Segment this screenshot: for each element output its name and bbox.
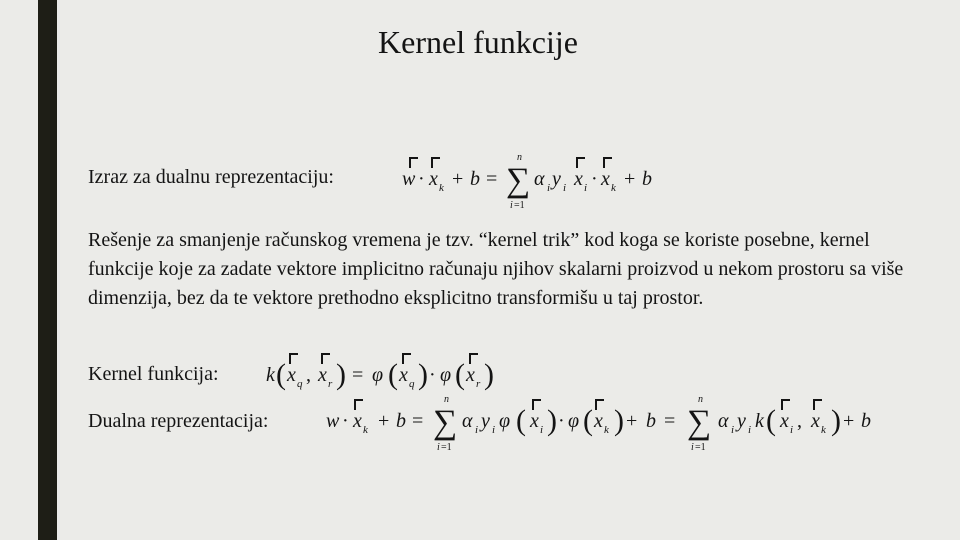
svg-text:=: =	[664, 410, 676, 432]
svg-text:i: i	[492, 424, 496, 436]
svg-text:=1: =1	[514, 200, 525, 211]
svg-text:(: (	[766, 404, 776, 437]
svg-text:·: ·	[418, 168, 425, 190]
svg-text:i: i	[510, 200, 513, 211]
svg-text:∑: ∑	[433, 404, 458, 441]
svg-text:α: α	[718, 410, 729, 432]
svg-text:=: =	[486, 168, 498, 190]
svg-text:w: w	[326, 410, 340, 432]
svg-text:x: x	[466, 364, 475, 386]
svg-text:y: y	[552, 168, 561, 190]
svg-text:y: y	[481, 410, 490, 432]
svg-text:q: q	[409, 378, 415, 390]
svg-text:x: x	[601, 168, 610, 190]
svg-text:i: i	[547, 182, 551, 194]
kernel-function-formula	[266, 350, 506, 396]
svg-text:): )	[418, 358, 428, 391]
svg-text:w: w	[402, 168, 416, 190]
svg-text:α: α	[534, 168, 545, 190]
svg-text:φ: φ	[568, 410, 580, 432]
svg-text:(: (	[276, 358, 286, 391]
svg-text:+: +	[378, 410, 390, 432]
svg-text:+: +	[626, 410, 638, 432]
svg-text:x: x	[574, 168, 583, 190]
svg-text:i: i	[563, 182, 567, 194]
svg-text:q: q	[297, 378, 303, 390]
svg-text:x: x	[287, 364, 296, 386]
svg-text:i: i	[790, 424, 794, 436]
svg-text:x: x	[780, 410, 789, 432]
svg-text:i: i	[437, 442, 440, 453]
svg-text:x: x	[811, 410, 820, 432]
svg-text:n: n	[444, 394, 449, 405]
svg-text:i: i	[691, 442, 694, 453]
svg-text:φ: φ	[440, 364, 452, 386]
svg-text:x: x	[429, 168, 438, 190]
svg-text:i: i	[748, 424, 752, 436]
dual-expression-label: Izraz za dualnu reprezentaciju:	[88, 166, 334, 188]
svg-text:i: i	[584, 182, 588, 194]
svg-text:k: k	[266, 364, 275, 386]
svg-text:,: ,	[306, 364, 311, 386]
svg-text:i: i	[475, 424, 479, 436]
svg-text:=1: =1	[441, 442, 452, 453]
svg-text:): )	[614, 404, 624, 437]
svg-text:x: x	[318, 364, 327, 386]
svg-text:b: b	[646, 410, 656, 432]
dual-representation-formula	[326, 392, 886, 454]
svg-text:+: +	[843, 410, 855, 432]
svg-text:(: (	[455, 358, 465, 391]
svg-text:φ: φ	[372, 364, 384, 386]
svg-text:y: y	[737, 410, 746, 432]
svg-text:b: b	[861, 410, 871, 432]
svg-text:,: ,	[797, 410, 802, 432]
slide-title: Kernel funkcije	[378, 24, 578, 60]
svg-text:·: ·	[591, 168, 598, 190]
svg-text:α: α	[462, 410, 473, 432]
svg-text:i: i	[540, 424, 544, 436]
svg-text:=: =	[352, 364, 364, 386]
svg-text:=1: =1	[695, 442, 706, 453]
svg-text:r: r	[328, 378, 333, 390]
svg-text:·: ·	[342, 410, 349, 432]
svg-text:): )	[831, 404, 841, 437]
svg-text:): )	[547, 404, 557, 437]
side-accent-bar	[38, 0, 57, 540]
svg-text:): )	[336, 358, 346, 391]
svg-text:b: b	[396, 410, 406, 432]
dual-representation-label: Dualna reprezentacija:	[88, 410, 269, 432]
dual-expression-formula	[400, 150, 670, 212]
svg-text:·: ·	[558, 410, 565, 432]
kernel-function-label: Kernel funkcija:	[88, 363, 219, 385]
svg-text:(: (	[516, 404, 526, 437]
svg-text:n: n	[517, 152, 522, 163]
svg-text:k: k	[821, 424, 826, 436]
svg-text:k: k	[363, 424, 368, 436]
svg-text:r: r	[476, 378, 481, 390]
svg-text:x: x	[353, 410, 362, 432]
svg-text:∑: ∑	[506, 162, 531, 199]
svg-text:·: ·	[429, 364, 436, 386]
svg-text:(: (	[583, 404, 593, 437]
svg-text:x: x	[399, 364, 408, 386]
svg-text:k: k	[611, 182, 616, 194]
svg-text:b: b	[642, 168, 652, 190]
svg-text:x: x	[530, 410, 539, 432]
kernel-trick-paragraph: Rešenje za smanjenje računskog vremena je tzv. “kernel trik” kod koga se koriste posebne, kernel funkcije koje za zadate vektore implicitno računaju njihov skalarni proizvod u nekom prostoru sa više dimenzija, bez da te vektore prethodno eksplicitno transformišu u taj prostor.	[88, 229, 904, 309]
svg-text:(: (	[388, 358, 398, 391]
svg-text:k: k	[439, 182, 444, 194]
svg-text:x: x	[594, 410, 603, 432]
svg-text:+: +	[452, 168, 464, 190]
svg-text:): )	[484, 358, 494, 391]
svg-text:+: +	[624, 168, 636, 190]
svg-text:n: n	[698, 394, 703, 405]
svg-text:=: =	[412, 410, 424, 432]
svg-text:φ: φ	[499, 410, 511, 432]
svg-text:k: k	[755, 410, 764, 432]
svg-text:k: k	[604, 424, 609, 436]
svg-text:b: b	[470, 168, 480, 190]
svg-text:∑: ∑	[687, 404, 712, 441]
svg-text:i: i	[731, 424, 735, 436]
